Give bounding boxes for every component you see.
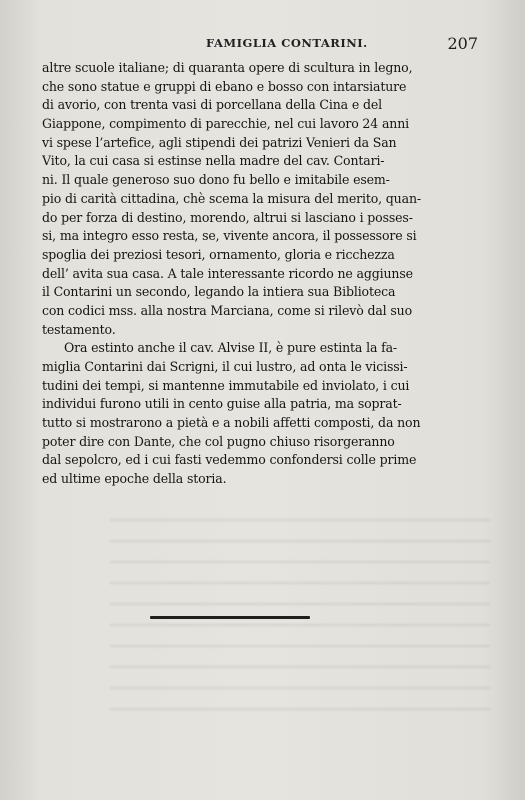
text-line: Vito, la cui casa si estinse nella madre del cav. Contari- <box>42 153 385 169</box>
text-line: tudini dei tempi, si mantenne immutabile ed inviolato, i cui <box>42 377 410 393</box>
text-line: do per forza di destino, morendo, altrui si lasciano i posses- <box>42 209 413 225</box>
text-line: spoglia dei preziosi tesori, ornamento, gloria e ricchezza <box>42 246 395 262</box>
paragraph-start-line: Ora estinto anche il cav. Alvise II, è pure estinta la fa- <box>64 340 398 356</box>
page-number: 207 <box>447 34 478 53</box>
text-line: vi spese l’artefice, agli stipendi dei patrizi Venieri da San <box>42 134 397 150</box>
text-line: tutto si mostrarono a pietà e a nobili affetti composti, da non <box>42 415 421 431</box>
text-line: il Contarini un secondo, legando la intiera sua Biblioteca <box>42 284 396 300</box>
show-through-text <box>110 505 490 725</box>
page-header <box>56 34 478 54</box>
running-title: FAMIGLIA CONTARINI. <box>206 36 368 50</box>
body-text <box>42 59 482 489</box>
text-line: miglia Contarini dai Scrigni, il cui lustro, ad onta le vicissi- <box>42 359 408 374</box>
text-line: poter dire con Dante, che col pugno chiuso risorgeranno <box>42 433 395 449</box>
text-line: altre scuole italiane; di quaranta opere di scultura in legno, <box>42 60 413 75</box>
text-line: dal sepolcro, ed i cui fasti vedemmo confondersi colle prime <box>42 452 417 468</box>
text-line: ni. Il quale generoso suo dono fu bello e imitabile esem- <box>42 172 390 188</box>
text-line: pio di carità cittadina, chè scema la misura del merito, quan- <box>42 190 421 206</box>
text-line: che sono statue e gruppi di ebano e bosso con intarsiature <box>42 78 407 94</box>
text-line: di avorio, con trenta vasi di porcellana della Cina e del <box>42 97 382 113</box>
text-line: testamento. <box>42 321 116 337</box>
text-line: ed ultime epoche della storia. <box>42 471 227 487</box>
text-line: individui furono utili in cento guise alla patria, ma soprat- <box>42 396 402 412</box>
section-end-rule <box>150 616 310 619</box>
text-line: Giappone, compimento di parecchie, nel cui lavoro 24 anni <box>42 116 409 132</box>
text-line: dell’ avita sua casa. A tale interessante ricordo ne aggiunse <box>42 265 413 281</box>
text-line: con codici mss. alla nostra Marciana, come si rilevò dal suo <box>42 302 412 318</box>
text-line: si, ma integro esso resta, se, vivente ancora, il possessore si <box>42 228 417 244</box>
